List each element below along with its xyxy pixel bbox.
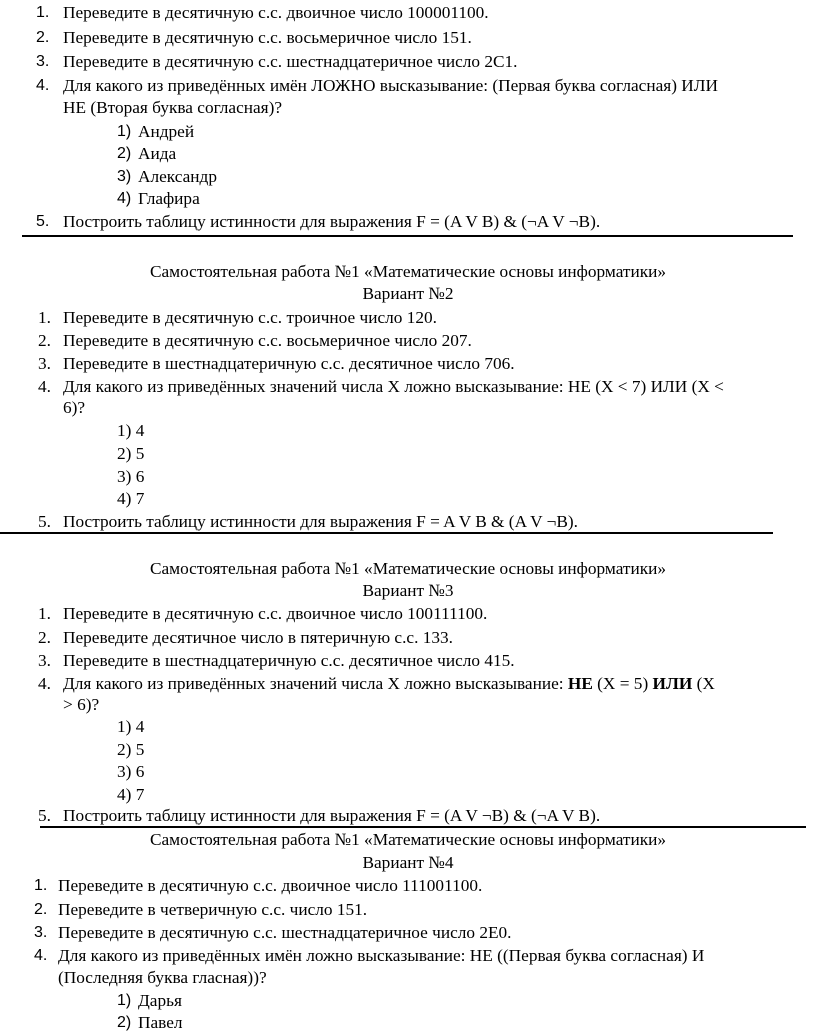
item-number: 5.: [38, 806, 51, 825]
v1-question-2: Переведите в десятичную с.с. восьмеричное число 151.: [63, 28, 472, 47]
v2-variant-heading: Вариант №2: [362, 284, 454, 303]
v1-question-4-line-1: Для какого из приведённых имён ЛОЖНО высказывание: (Первая буква согласная) ИЛИ: [63, 76, 718, 95]
option: 3) 6: [117, 467, 145, 486]
item-number: 5.: [36, 213, 50, 230]
item-number: 4.: [38, 674, 51, 693]
item-number: 3.: [36, 53, 50, 70]
v1-question-3: Переведите в десятичную с.с. шестнадцатеричное число 2С1.: [63, 52, 518, 71]
v3-question-3: Переведите в шестнадцатеричную с.с. десятичное число 415.: [63, 651, 515, 670]
option-text: Аида: [138, 144, 177, 163]
v3-question-1: Переведите в десятичную с.с. двоичное число 100111100.: [63, 604, 488, 623]
option: 1) 4: [117, 717, 145, 736]
item-number: 5.: [38, 512, 51, 531]
item-number: 2.: [34, 901, 48, 918]
option-number: 2): [117, 1014, 132, 1031]
q4-text-end: (X: [692, 674, 715, 693]
v1-question-1: Переведите в десятичную с.с. двоичное число 100001100.: [63, 3, 489, 22]
q4-not-keyword: НЕ: [567, 674, 593, 693]
option-number: 4): [117, 190, 132, 207]
option: 3) 6: [117, 762, 145, 781]
v4-variant-heading: Вариант №4: [362, 853, 454, 872]
v1-question-5: Построить таблицу истинности для выражения F = (A V B) & (¬A V ¬B).: [63, 212, 601, 231]
option-text: Глафира: [138, 189, 200, 208]
item-number: 1.: [38, 308, 51, 327]
option: 2) 5: [117, 740, 145, 759]
item-number: 4.: [38, 377, 51, 396]
v3-question-4-line-2: > 6)?: [63, 695, 100, 714]
v3-title: Самостоятельная работа №1 «Математические основы информатики»: [149, 559, 667, 578]
option: 4) 7: [117, 489, 145, 508]
section-divider: [22, 235, 793, 237]
q4-or-keyword: ИЛИ: [652, 674, 693, 693]
item-number: 2.: [36, 29, 50, 46]
v4-title: Самостоятельная работа №1 «Математические основы информатики»: [149, 830, 667, 849]
item-number: 4.: [36, 77, 50, 94]
section-divider: [40, 826, 806, 828]
v4-question-2: Переведите в четверичную с.с. число 151.: [58, 900, 368, 919]
item-number: 1.: [38, 604, 51, 623]
option-number: 1): [117, 123, 132, 140]
q4-text-mid: (X = 5): [592, 674, 653, 693]
option: 4) 7: [117, 785, 145, 804]
v2-title: Самостоятельная работа №1 «Математические основы информатики»: [149, 262, 667, 281]
item-number: 2.: [38, 628, 51, 647]
v2-question-4-line-1: Для какого из приведённых значений числа X ложно высказывание: НЕ (X < 7) ИЛИ (X <: [63, 377, 724, 396]
option: 2) 5: [117, 444, 145, 463]
v2-question-4-line-2: 6)?: [63, 398, 86, 417]
option-number: 3): [117, 168, 132, 185]
v4-question-4-line-1: Для какого из приведённых имён ложно высказывание: НЕ ((Первая буква согласная) И: [58, 946, 705, 965]
option-text: Дарья: [138, 991, 182, 1010]
v4-question-4-line-2: (Последняя буква гласная))?: [58, 968, 267, 987]
item-number: 3.: [38, 651, 51, 670]
v3-question-2: Переведите десятичное число в пятеричную с.с. 133.: [63, 628, 453, 647]
option: 1) 4: [117, 421, 145, 440]
v4-question-1: Переведите в десятичную с.с. двоичное число 111001100.: [58, 876, 483, 895]
v2-question-1: Переведите в десятичную с.с. троичное число 120.: [63, 308, 437, 327]
item-number: 4.: [34, 947, 48, 964]
item-number: 1.: [34, 877, 48, 894]
option-text: Павел: [138, 1013, 183, 1032]
v3-variant-heading: Вариант №3: [362, 581, 454, 600]
item-number: 2.: [38, 331, 51, 350]
v2-question-5: Построить таблицу истинности для выражения F = A V B & (A V ¬B).: [63, 512, 578, 531]
q4-text-start: Для какого из приведённых значений числа X ложно высказывание:: [63, 674, 568, 693]
v3-question-4-line-1: [63, 673, 715, 695]
option-number: 2): [117, 145, 132, 162]
item-number: 1.: [36, 4, 50, 21]
item-number: 3.: [34, 924, 48, 941]
v2-question-2: Переведите в десятичную с.с. восьмеричное число 207.: [63, 331, 472, 350]
item-number: 3.: [38, 354, 51, 373]
v1-question-4-line-2: НЕ (Вторая буква согласная)?: [63, 98, 283, 117]
option-text: Андрей: [138, 122, 195, 141]
v2-question-3: Переведите в шестнадцатеричную с.с. десятичное число 706.: [63, 354, 515, 373]
option-number: 1): [117, 992, 132, 1009]
option-text: Александр: [138, 167, 217, 186]
section-divider: [0, 532, 773, 534]
v4-question-3: Переведите в десятичную с.с. шестнадцатеричное число 2Е0.: [58, 923, 512, 942]
v3-question-5: Построить таблицу истинности для выражения F = (A V ¬B) & (¬A V B).: [63, 806, 601, 825]
